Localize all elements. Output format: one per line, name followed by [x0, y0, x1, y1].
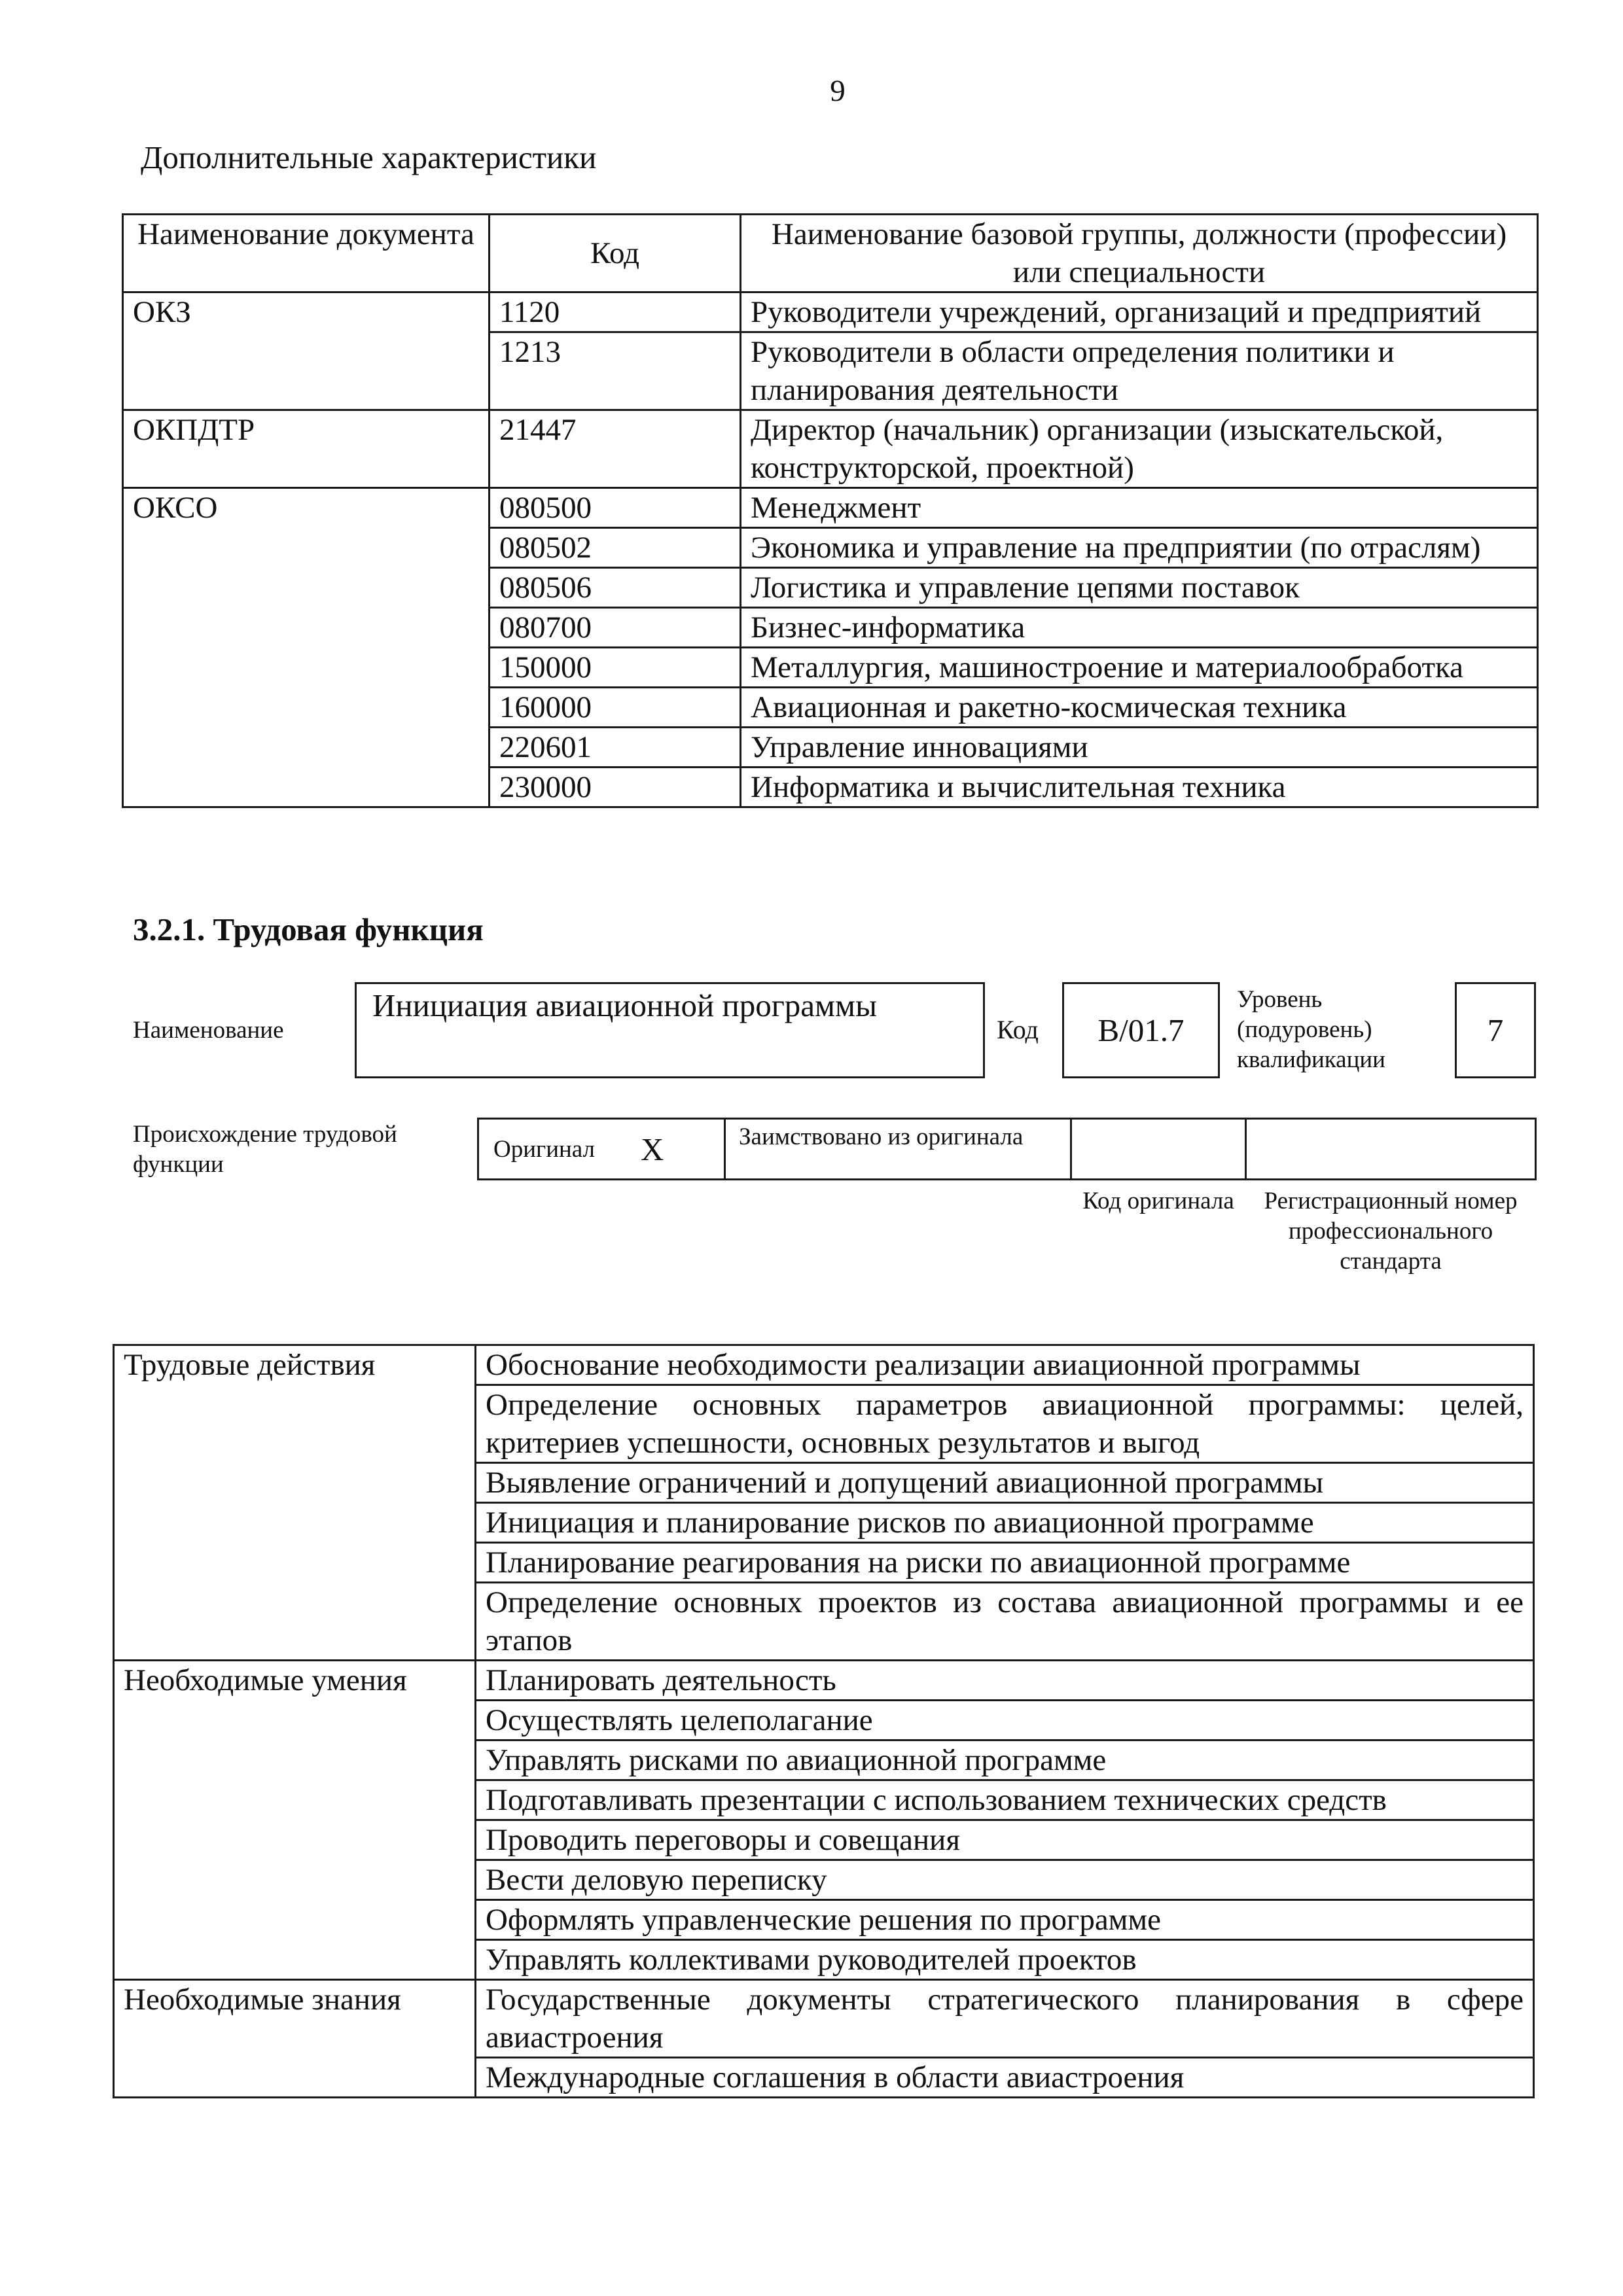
name-cell: Бизнес-информатика	[741, 608, 1538, 648]
name-cell: Экономика и управление на предприятии (по отраслям)	[741, 528, 1538, 568]
name-cell: Авиационная и ракетно-космическая техника	[741, 688, 1538, 728]
name-cell: Директор (начальник) организации (изыскательской, конструкторской, проектной)	[741, 410, 1538, 488]
section-item: Международные соглашения в области авиастроения	[476, 2058, 1534, 2098]
section-item: Вести деловую переписку	[476, 1860, 1534, 1900]
section-label: Трудовые действия	[114, 1345, 476, 1661]
section-item: Инициация и планирование рисков по авиационной программе	[476, 1503, 1534, 1543]
code-cell: 160000	[490, 688, 741, 728]
table-row	[123, 410, 1538, 488]
function-code-value: B/01.7	[1097, 1012, 1185, 1048]
table-row	[114, 1345, 1534, 1385]
section-item: Управлять коллективами руководителей проектов	[476, 1940, 1534, 1980]
table-row	[114, 1980, 1534, 2058]
function-code-box	[1062, 982, 1220, 1078]
origin-borrowed-cell	[724, 1118, 1072, 1180]
additional-characteristics-title: Дополнительные характеристики	[141, 139, 597, 175]
doc-cell: ОКПДТР	[123, 410, 490, 488]
original-code-caption: Код оригинала	[1082, 1188, 1234, 1214]
level-label: Уровень (подуровень) квалификации	[1237, 986, 1385, 1073]
function-name-value: Инициация авиационной программы	[372, 987, 877, 1023]
function-details-table	[113, 1344, 1535, 2098]
code-cell: 150000	[490, 648, 741, 688]
code-cell: 080500	[490, 488, 741, 528]
reg-number-cell	[1245, 1118, 1537, 1180]
reg-number-caption: Регистрационный номер профессионального стандарта	[1264, 1188, 1518, 1275]
section-item: Планирование реагирования на риски по авиационной программе	[476, 1543, 1534, 1583]
header-name: Наименование базовой группы, должности (профессии) или специальности	[741, 215, 1538, 292]
section-item: Определение основных параметров авиационной программы: целей, критериев успешности, основных результатов и выгод	[476, 1385, 1534, 1463]
section-item: Проводить переговоры и совещания	[476, 1820, 1534, 1860]
code-cell: 080700	[490, 608, 741, 648]
name-cell: Менеджмент	[741, 488, 1538, 528]
section-label: Необходимые умения	[114, 1661, 476, 1980]
doc-cell: ОКЗ	[123, 292, 490, 410]
section-item: Оформлять управленческие решения по программе	[476, 1900, 1534, 1940]
section-item: Обоснование необходимости реализации авиационной программы	[476, 1345, 1534, 1385]
code-label: Код	[997, 1015, 1039, 1044]
name-cell: Логистика и управление цепями поставок	[741, 568, 1538, 608]
code-cell: 21447	[490, 410, 741, 488]
table-row	[123, 488, 1538, 528]
section-item: Определение основных проектов из состава авиационной программы и ее этапов	[476, 1583, 1534, 1661]
section-item: Управлять рисками по авиационной программе	[476, 1740, 1534, 1780]
original-label: Оригинал	[493, 1135, 596, 1163]
code-cell: 230000	[490, 768, 741, 807]
origin-label: Происхождение трудовой функции	[133, 1121, 397, 1178]
code-cell: 1120	[490, 292, 741, 332]
table-row	[114, 1661, 1534, 1701]
name-cell: Информатика и вычислительная техника	[741, 768, 1538, 807]
code-cell: 080506	[490, 568, 741, 608]
borrowed-label: Заимствовано из оригинала	[739, 1123, 1024, 1150]
name-cell: Металлургия, машиностроение и материалообработка	[741, 648, 1538, 688]
table-header-row	[123, 215, 1538, 292]
level-value: 7	[1487, 1012, 1504, 1048]
original-mark: X	[641, 1131, 664, 1167]
header-doc: Наименование документа	[123, 215, 490, 292]
section-item: Государственные документы стратегического планирования в сфере авиастроения	[476, 1980, 1534, 2058]
section-label: Необходимые знания	[114, 1980, 476, 2098]
section-item: Осуществлять целеполагание	[476, 1701, 1534, 1740]
code-cell: 080502	[490, 528, 741, 568]
original-code-cell	[1070, 1118, 1247, 1180]
function-name-box	[355, 982, 985, 1078]
section-item: Планировать деятельность	[476, 1661, 1534, 1701]
additional-characteristics-table	[122, 213, 1539, 808]
origin-original-cell	[477, 1118, 726, 1180]
name-cell: Руководители учреждений, организаций и предприятий	[741, 292, 1538, 332]
doc-cell: ОКСО	[123, 488, 490, 807]
name-label: Наименование	[133, 1017, 284, 1044]
table-row	[123, 292, 1538, 332]
level-box	[1455, 982, 1536, 1078]
code-cell: 220601	[490, 728, 741, 768]
section-item: Подготавливать презентации с использованием технических средств	[476, 1780, 1534, 1820]
header-code: Код	[490, 215, 741, 292]
code-cell: 1213	[490, 332, 741, 410]
name-cell: Руководители в области определения политики и планирования деятельности	[741, 332, 1538, 410]
section-heading: 3.2.1. Трудовая функция	[133, 911, 484, 947]
name-cell: Управление инновациями	[741, 728, 1538, 768]
section-item: Выявление ограничений и допущений авиационной программы	[476, 1463, 1534, 1503]
page-number: 9	[830, 74, 846, 108]
